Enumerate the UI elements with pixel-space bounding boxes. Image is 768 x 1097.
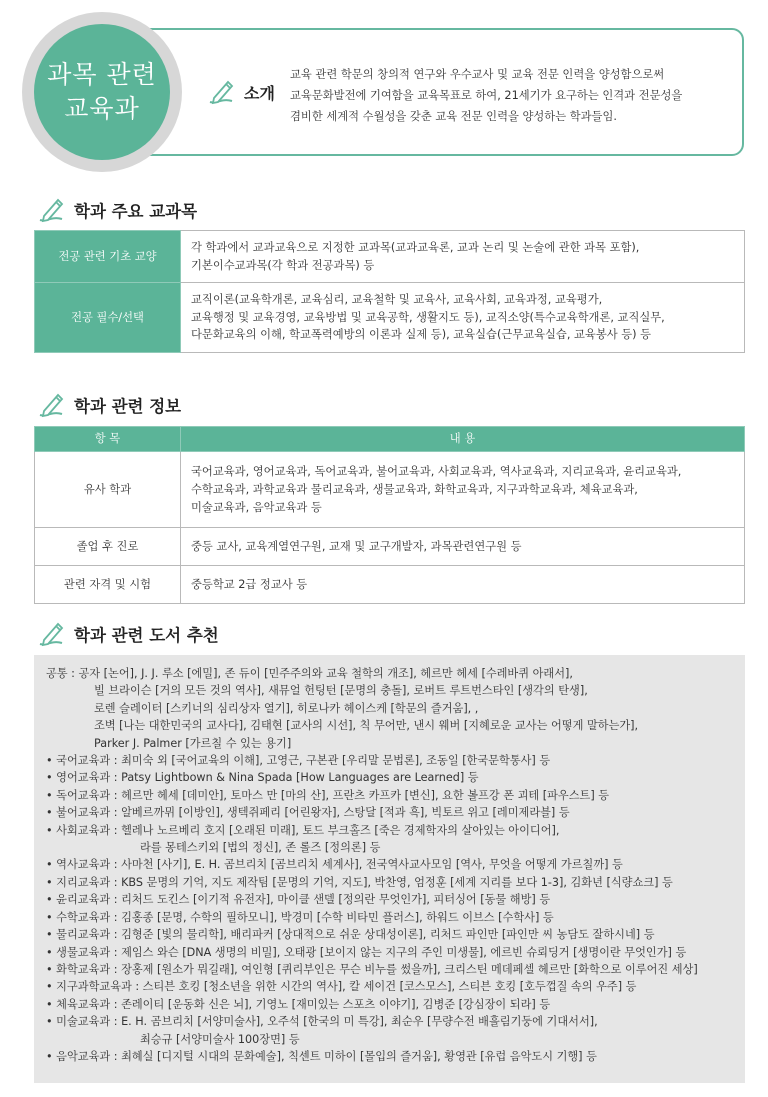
section-title-text: 학과 관련 정보 [74,397,182,416]
content-line: 교육행정 및 교육경영, 교육방법 및 교육공학, 생활지도 등), 교직소양(특수교육학개론, 교직실무, [191,310,665,324]
table-row [35,231,745,283]
section-title-text: 학과 관련 도서 추천 [74,626,219,645]
book-line: 라를 몽테스키외 [법의 정신], 존 롤즈 [정의론] 등 [140,841,381,855]
book-line: • 사회교육과 : 헬레나 노르베리 호지 [오래된 미래], 토드 부크홀즈 [죽은 경제학자의 살아있는 아이디어], [46,823,560,837]
badge-line-2: 교육과 [64,94,140,123]
row-content [181,283,745,353]
row-label: 전공 필수/선택 [35,283,181,353]
row-content: 중등학교 2급 정교사 등 [181,566,745,604]
row-content [181,452,745,528]
book-line: 공통 : 공자 [논어], J. J. 루소 [에밀], 존 듀이 [민주주의와 교육 철학의 개조], 헤르만 헤세 [수레바퀴 아래서], [46,667,573,680]
pencil-icon [36,620,66,648]
intro-line: 교육문화발전에 기여함을 교육목표로 하여, 21세기가 요구하는 인격과 전문성을 [290,89,683,102]
pencil-icon [206,78,236,106]
book-line: 최승규 [서양미술사 100장면] 등 [140,1032,300,1046]
content-line: 기본이수교과목(각 학과 전공과목) 등 [191,258,375,272]
book-line: • 생물교육과 : 제임스 와슨 [DNA 생명의 비밀], 오태광 [보이지 않는 지구의 주인 미생물], 에르빈 슈뢰딩거 [생명이란 무엇인가] 등 [46,945,687,959]
book-line: • 역사교육과 : 사마천 [사기], E. H. 곰브리치 [곰브리치 세계사], 전국역사교사모임 [역사, 무엇을 어떻게 가르칠까] 등 [46,858,623,872]
book-line: • 음악교육과 : 최혜실 [디지털 시대의 문화예술], 칙센트 미하이 [몰입의 즐거움], 황영관 [유럽 음악도시 기행] 등 [46,1049,597,1063]
info-section-title [36,391,181,419]
row-label: 전공 관련 기초 교양 [35,231,181,283]
courses-table [34,230,745,353]
table-row [35,283,745,353]
book-line: Parker J. Palmer [가르칠 수 있는 용기] [94,736,292,750]
intro-heading [206,78,275,106]
badge-line-1: 과목 관련 [47,60,157,89]
section-title-text: 학과 주요 교과목 [74,202,198,221]
info-table [34,426,745,604]
column-header-content: 내 용 [181,427,745,452]
book-line: • 영어교육과 : Patsy Lightbown & Nina Spada [How Languages are Learned] 등 [46,771,479,785]
book-line: • 불어교육과 : 알베르까뮈 [이방인], 생텍쥐페리 [어린왕자], 스탕달 [적과 흑], 빅토르 위고 [레미제라블] 등 [46,806,570,820]
book-line: • 화학교육과 : 장홍제 [원소가 뭐길래], 여인형 [퀴리부인은 무슨 비누를 썼을까], 크리스틴 메데페셀 헤르만 [화학으로 이루어진 세상] [46,962,698,976]
book-line: • 물리교육과 : 김형준 [빛의 물리학], 배리파커 [상대적으로 쉬운 상대성이론], 리처드 파인만 [파인만 씨 농담도 잘하시네] 등 [46,928,655,942]
row-content [181,231,745,283]
content-line: 국어교육과, 영어교육과, 독어교육과, 불어교육과, 사회교육과, 역사교육과, 지리교육과, 윤리교육과, [191,464,682,478]
column-header-item: 항 목 [35,427,181,452]
intro-text [290,64,740,127]
book-line: 조벽 [나는 대한민국의 교사다], 김태현 [교사의 시선], 칙 무어만, 낸시 웨버 [지혜로운 교사는 어떻게 말하는가], [94,719,639,733]
books-section-title [36,620,219,648]
row-label: 유사 학과 [35,452,181,528]
pencil-icon [36,196,66,224]
book-line: • 국어교육과 : 최미숙 외 [국어교육의 이해], 고영근, 구본관 [우리말 문법론], 조동일 [한국문학통사] 등 [46,754,551,768]
book-line: 빌 브라이슨 [거의 모든 것의 역사], 새뮤얼 헌팅턴 [문명의 충돌], 로버트 루트번스타인 [생각의 탄생], [94,684,588,698]
book-line: • 지리교육과 : KBS 문명의 기억, 지도 제작팀 [문명의 기억, 지도], 박찬영, 엄정훈 [세계 지리를 보다 1-3], 김화년 [식량쇼크] 등 [46,875,673,889]
book-line: • 수학교육과 : 김홍종 [문명, 수학의 필하모니], 박경미 [수학 비타민 플러스], 하워드 이브스 [수학사] 등 [46,910,554,924]
book-line: • 윤리교육과 : 리처드 도킨스 [이기적 유전자], 마이클 샌델 [정의란 무엇인가], 피터싱어 [동물 해방] 등 [46,893,551,907]
table-row [35,528,745,566]
books-list [34,655,745,1083]
content-line: 교직이론(교육학개론, 교육심리, 교육철학 및 교육사, 교육사회, 교육과정, 교육평가, [191,293,603,307]
content-line: 각 학과에서 교과교육으로 지정한 교과목(교과교육론, 교과 논리 및 논술에 관한 과목 포함), [191,241,640,254]
department-badge [34,24,170,160]
content-line: 다문화교육의 이해, 학교폭력예방의 이론과 실제 등), 교육실습(근무교육실습, 교육봉사 등) 등 [191,328,652,342]
row-label: 졸업 후 진로 [35,528,181,566]
book-line: • 체육교육과 : 존레이티 [운동화 신은 뇌], 기영노 [재미있는 스포츠 이야기], 김병준 [강심장이 되라] 등 [46,997,551,1011]
table-row [35,452,745,528]
pencil-icon [36,391,66,419]
book-line: 로렌 슬레이터 [스키너의 심리상자 열기], 히로나카 헤이스케 [학문의 즐거움], , [94,701,479,715]
content-line: 수학교육과, 과학교육과 물리교육과, 생물교육과, 화학교육과, 지구과학교육과, 체육교육과, [191,482,638,496]
intro-title: 소개 [244,83,275,103]
row-content: 중등 교사, 교육계열연구원, 교재 및 교구개발자, 과목관련연구원 등 [181,528,745,566]
table-row [35,566,745,604]
book-line: • 지구과학교육과 : 스티븐 호킹 [청소년을 위한 시간의 역사], 칼 세이건 [코스모스], 스티븐 호킹 [호두껍질 속의 우주] 등 [46,980,637,994]
row-label: 관련 자격 및 시험 [35,566,181,604]
courses-section-title [36,196,197,224]
intro-line: 교육 관련 학문의 창의적 연구와 우수교사 및 교육 전문 인력을 양성함으로써 [290,68,665,81]
table-header-row [35,427,745,452]
book-line: • 독어교육과 : 헤르만 헤세 [데미안], 토마스 만 [마의 산], 프란츠 카프카 [변신], 요한 볼프강 폰 괴테 [파우스트] 등 [46,788,610,802]
content-line: 미술교육과, 음악교육과 등 [191,500,322,514]
book-line: • 미술교육과 : E. H. 곰브리치 [서양미술사], 오주석 [한국의 미 특강], 최순우 [무량수전 배흘림기둥에 기대서서], [46,1015,598,1029]
intro-line: 겸비한 세계적 수월성을 갖춘 교육 전문 인력을 양성하는 학과들임. [290,110,617,123]
